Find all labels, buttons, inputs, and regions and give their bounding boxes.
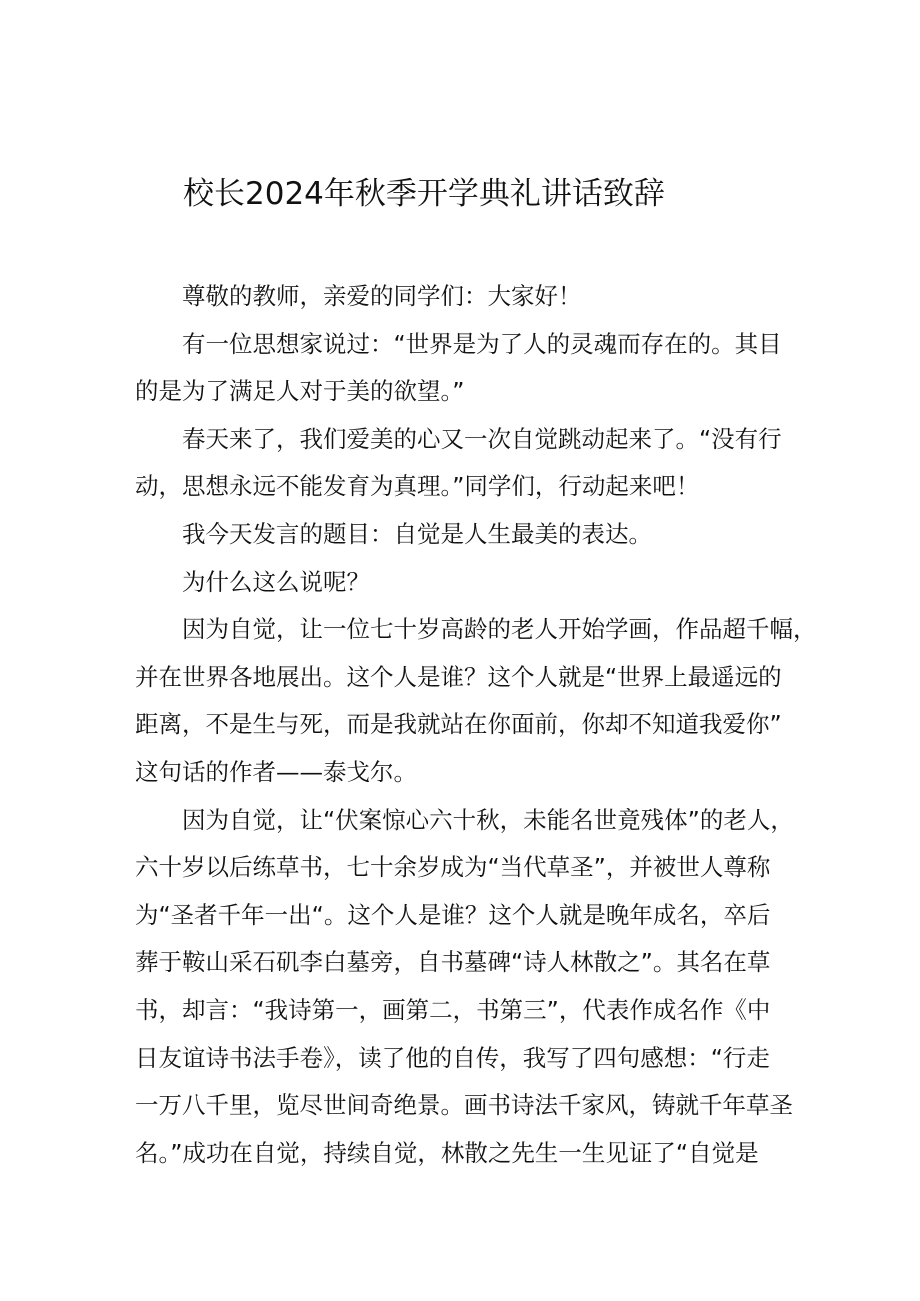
text-line: 尊敬的教师，亲爱的同学们：大家好！ — [182, 282, 582, 310]
text-line: 距离，不是生与死，而是我就站在你面前，你却不知道我爱你” — [135, 710, 782, 739]
text-line: 六十岁以后练草书，七十余岁成为“当代草圣”，并被世人尊称 — [135, 853, 771, 882]
text-line: 书，却言：“我诗第一，画第二，书第三”，代表作成名作《中 — [135, 995, 771, 1024]
document-body — [135, 273, 817, 1177]
text-line: 一万八千里，览尽世间奇绝景。画书诗法千家风，铸就千年草圣 — [135, 1091, 793, 1120]
text-line: 为“圣者千年一出“。这个人是谁？这个人就是晚年成名，卒后 — [135, 900, 771, 929]
text-line: 动，思想永远不能发育为真理。”同学们，行动起来吧！ — [135, 472, 700, 501]
text-line: 名。”成功在自觉，持续自觉，林散之先生一生见证了“自觉是 — [135, 1138, 759, 1167]
text-line: 的是为了满足人对于美的欲望。” — [135, 377, 465, 406]
text-line: 葬于鞍山采石矶李白墓旁，自书墓碑“诗人林散之”。其名在草 — [135, 948, 771, 977]
document-title: 校长2024年秋季开学典礼讲话致辞 — [183, 176, 665, 212]
text-line: 春天来了，我们爱美的心又一次自觉跳动起来了。“没有行 — [182, 424, 782, 453]
text-line: 我今天发言的题目：自觉是人生最美的表达。 — [182, 519, 652, 548]
text-line: 日友谊诗书法手卷》，读了他的自传，我写了四句感想：“行走 — [135, 1043, 770, 1072]
text-line: 并在世界各地展出。这个人是谁？这个人就是“世界上最遥远的 — [135, 662, 782, 691]
text-line: 因为自觉，让一位七十岁高龄的老人开始学画，作品超千幅， — [182, 615, 817, 644]
text-line: 因为自觉，让“伏案惊心六十秋，未能名世竟残体”的老人， — [182, 805, 794, 834]
text-line: 这句话的作者——泰戈尔。 — [135, 757, 417, 786]
text-line: 为什么这么说呢？ — [182, 567, 370, 596]
text-line: 有一位思想家说过：“世界是为了人的灵魂而存在的。其目 — [182, 329, 782, 358]
